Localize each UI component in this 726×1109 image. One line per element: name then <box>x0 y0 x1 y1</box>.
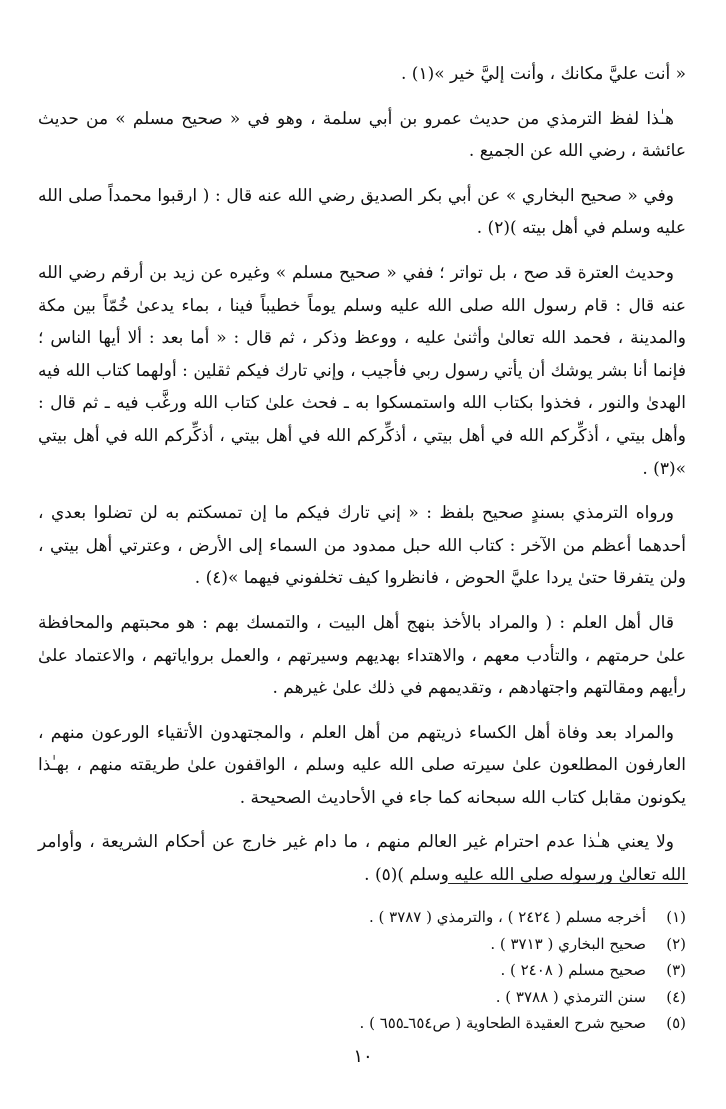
paragraph-8: ولا يعني هـٰذا عدم احترام غير العالم منهم ، ما دام غير خارج عن أحكام الشريعة ، وأوامر الله تعالىٰ ورسوله صلى الله عليه وسلم )(٥) . <box>38 832 686 886</box>
footnote-item <box>300 904 686 931</box>
footnote-item <box>300 957 686 984</box>
paragraph-1: « أنت عليَّ مكانك ، وأنت إليَّ خير »(١) . <box>400 64 686 84</box>
footnote-text: سنن الترمذي ( ٣٧٨٨ ) . <box>495 987 646 1006</box>
footnote-item <box>300 1010 686 1037</box>
paragraph-7: والمراد بعد وفاة أهل الكساء ذريتهم من أهل العلم ، والمجتهدون الأتقياء الورعون منهم ، العارفون المطلعون علىٰ سيرته صلى الله عليه وسلم ، الواقفون علىٰ طريقته منهم ، بهـٰذا يكونون مقابل كتاب الله سبحانه كما جاء في الأحاديث الصحيحة . <box>38 722 686 808</box>
main-text <box>38 58 686 904</box>
page-number: ١٠ <box>353 1046 373 1067</box>
paragraph-6: قال أهل العلم : ( والمراد بالأخذ بنهج أهل البيت ، والتمسك بهم : هو محبتهم والمحافظة علىٰ حرمتهم ، والتأدب معهم ، والاهتداء بهديهم وسيرتهم ، والعمل برواياتهم ، والاعتماد علىٰ رأيهم ومقالتهم واجتهادهم ، وتقديمهم في ذلك علىٰ غيرهم . <box>38 612 686 699</box>
footnote-number: (٣) <box>666 961 686 979</box>
footnote-item <box>300 984 686 1011</box>
paragraph-5: ورواه الترمذي بسندٍ صحيح بلفظ : « إني تارك فيكم ما إن تمسكتم به لن تضلوا بعدي ، أحدهما أعظم من الآخر : كتاب الله حبل ممدود من السماء إلى الأرض ، وعترتي أهل بيتي ، ولن يتفرقا حتىٰ يردا عليَّ الحوض ، فانظروا كيف تخلفوني فيهما »(٤) . <box>38 503 686 589</box>
footnote-number: (١) <box>666 908 686 926</box>
footnote-separator <box>448 883 688 884</box>
footnote-text: صحيح شرح العقيدة الطحاوية ( ص٦٥٤ـ٦٥٥ ) . <box>359 1014 646 1032</box>
footnote-number: (٥) <box>666 1014 686 1032</box>
paragraph-2: هـٰذا لفظ الترمذي من حديث عمرو بن أبي سلمة ، وهو في « صحيح مسلم » من حديث عائشة ، رضي الله عن الجميع . <box>38 108 686 162</box>
footnote-text: صحيح مسلم ( ٢٤٠٨ ) . <box>500 961 646 979</box>
paragraph-3: وفي « صحيح البخاري » عن أبي بكر الصديق رضي الله عنه قال : ( ارقبوا محمداً صلى الله عليه وسلم في أهل بيته )(٢) . <box>38 185 686 239</box>
paragraph-4: وحديث العترة قد صح ، بل تواتر ؛ ففي « صحيح مسلم » وغيره عن زيد بن أرقم رضي الله عنه قال : قام رسول الله صلى الله عليه وسلم يوماً خطيباً فينا ، بماء يدعىٰ خُمّاً بين مكة والمدينة ، فحمد الله تعالىٰ وأثنىٰ عليه ، ووعظ وذكر ، ثم قال : « أما بعد : ألا أيها الناس ؛ فإنما أنا بشر يوشك أن يأتي رسول ربي فأجيب ، وإني تارك فيكم ثقلين : أولهما كتاب الله فيه الهدىٰ والنور ، فخذوا بكتاب الله واستمسكوا به ـ فحث علىٰ كتاب الله ورغَّب فيه ـ ثم قال : وأهل بيتي ، أذكِّركم الله في أهل بيتي ، أذكِّركم الله في أهل بيتي ، أذكِّركم الله في أهل بيتي »(٣) . <box>38 262 686 479</box>
footnotes-list <box>300 904 686 1037</box>
footnote-text: صحيح البخاري ( ٣٧١٣ ) . <box>490 934 646 953</box>
footnote-text: أخرجه مسلم ( ٢٤٢٤ ) ، والترمذي ( ٣٧٨٧ ) . <box>368 908 646 926</box>
footnote-number: (٤) <box>666 987 686 1006</box>
footnote-number: (٢) <box>666 934 686 953</box>
footnote-item <box>300 931 686 958</box>
